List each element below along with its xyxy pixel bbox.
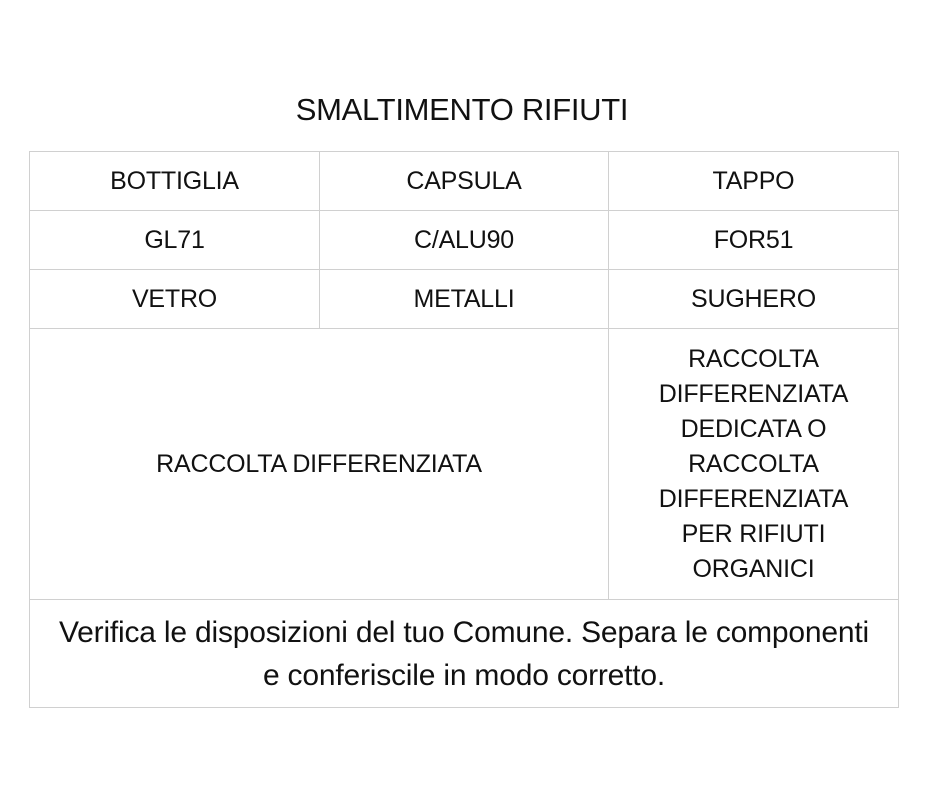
page-title: SMALTIMENTO RIFIUTI bbox=[295, 92, 629, 127]
table-row bbox=[30, 152, 899, 211]
code-cell-capsula: C/ALU90 bbox=[320, 211, 609, 270]
header-cell-capsula: CAPSULA bbox=[320, 152, 609, 211]
table-row bbox=[30, 211, 899, 270]
table-row bbox=[30, 270, 899, 329]
material-cell-bottiglia: VETRO bbox=[30, 270, 320, 329]
disposal-cell-tappo: RACCOLTA DIFFERENZIATA DEDICATA O RACCOLTA DIFFERENZIATA PER RIFIUTI ORGANICI bbox=[609, 329, 899, 600]
code-cell-tappo: FOR51 bbox=[609, 211, 899, 270]
header-cell-bottiglia: BOTTIGLIA bbox=[30, 152, 320, 211]
header-cell-tappo: TAPPO bbox=[609, 152, 899, 211]
table-row bbox=[30, 600, 899, 708]
waste-disposal-table bbox=[29, 151, 899, 708]
table-row bbox=[30, 329, 899, 600]
disposal-cell-bottiglia-capsula: RACCOLTA DIFFERENZIATA bbox=[30, 329, 609, 600]
code-cell-bottiglia: GL71 bbox=[30, 211, 320, 270]
disposal-note: Verifica le disposizioni del tuo Comune. Separa le componenti e conferiscile in modo corretto. bbox=[30, 600, 899, 708]
material-cell-tappo: SUGHERO bbox=[609, 270, 899, 329]
material-cell-capsula: METALLI bbox=[320, 270, 609, 329]
